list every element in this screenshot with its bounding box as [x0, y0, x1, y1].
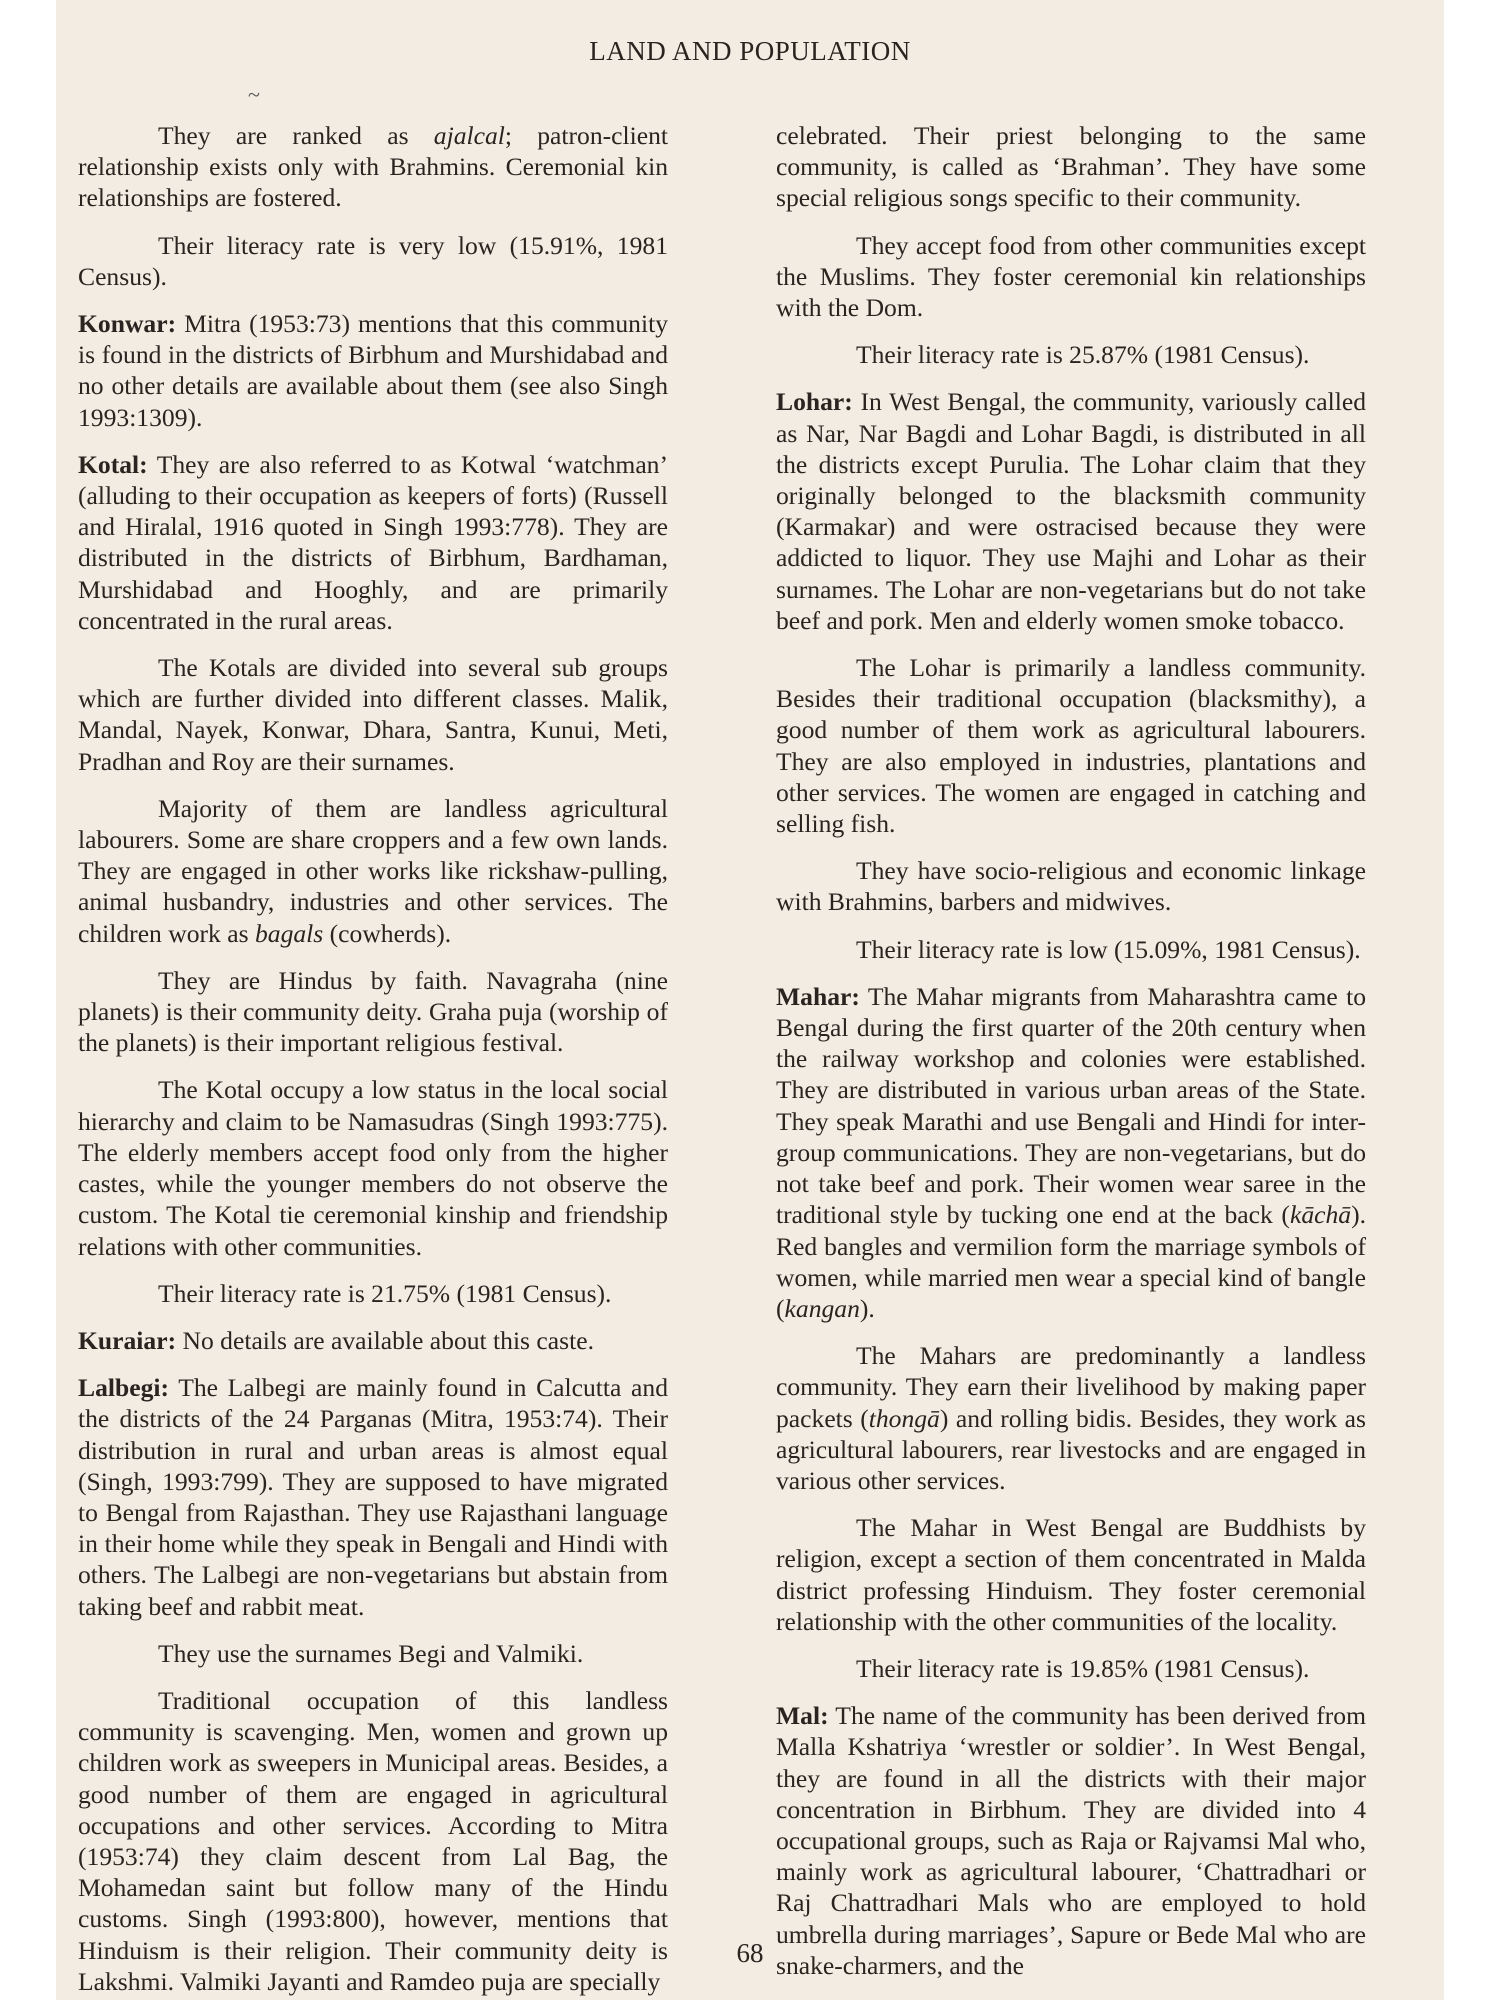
paragraph: The Mahar in West Bengal are Buddhists by religion, except a section of them concentrated in Malda district professing Hinduism. They foster ceremonial relationship with the other communities of the locality. [776, 1513, 1366, 1636]
paragraph: The Lohar is primarily a landless community. Besides their traditional occupation (blacksmithy), a good number of them work as agricultural labourers. They are also employed in industries, plantations and other services. The women are engaged in catching and selling fish. [776, 653, 1366, 839]
paragraph: The Kotals are divided into several sub groups which are further divided into different classes. Malik, Mandal, Nayek, Konwar, Dhara, Santra, Kunui, Meti, Pradhan and Roy are their surnames. [78, 653, 668, 776]
paragraph: Their literacy rate is very low (15.91%, 1981 Census). [78, 230, 668, 291]
pencil-mark: ~ [248, 82, 260, 107]
paragraph: Majority of them are landless agricultural labourers. Some are share croppers and a few own lands. They are engaged in other works like rickshaw-pulling, animal husbandry, industries and other services. The children work as bagals (cowherds). [78, 793, 668, 948]
entry-term: Lohar: [776, 387, 853, 417]
entry-term: Mal: [776, 1701, 829, 1731]
entry-kuraiar: Kuraiar: No details are available about this caste. [78, 1325, 594, 1355]
entry-lalbegi: Lalbegi: The Lalbegi are mainly found in Calcutta and the districts of the 24 Parganas (Mitra, 1953:74). Their distribution in rural and urban areas is almost equal (Singh, 1993:799). They are supposed to have migrated to Bengal from Rajasthan. They use Rajasthani language in their home while they speak in Bengali and Hindi with others. The Lalbegi are non-vegetarians but abstain from taking beef and rabbit meat. [78, 1373, 668, 1621]
entry-lohar: Lohar: In West Bengal, the community, variously called as Nar, Nar Bagdi and Lohar Bagdi, is distributed in all the districts except Purulia. The Lohar claim that they originally belonged to the blacksmith community (Karmakar) and were ostracised because they were addicted to liquor. They use Majhi and Lohar as their surnames. The Lohar are non-vegetarians but do not take beef and pork. Men and elderly women smoke tobacco. [776, 387, 1366, 635]
paragraph: Their literacy rate is 19.85% (1981 Census). [856, 1653, 1310, 1683]
paragraph: Their literacy rate is 25.87% (1981 Census). [856, 340, 1310, 370]
paragraph: They accept food from other communities except the Muslims. They foster ceremonial kin relationships with the Dom. [776, 230, 1366, 323]
paragraph: Their literacy rate is 21.75% (1981 Census). [158, 1278, 612, 1308]
left-column [78, 120, 668, 2013]
running-header: LAND AND POPULATION [589, 36, 911, 66]
paragraph: They are ranked as ajalcal; patron-client relationship exists only with Brahmins. Ceremonial kin relationships are fostered. [78, 121, 668, 213]
paragraph: celebrated. Their priest belonging to the same community, is called as ‘Brahman’. They have some special religious songs specific to their community. [776, 121, 1366, 213]
paragraph: Their literacy rate is low (15.09%, 1981 Census). [856, 934, 1361, 964]
entry-term: Kuraiar: [78, 1325, 177, 1355]
entry-mal: Mal: The name of the community has been derived from Malla Kshatriya ‘wrestler or soldier’. In West Bengal, they are found in all the districts with their major concentration in Birbhum. They are divided into 4 occupational groups, such as Raja or Rajvamsi Mal who, mainly work as agricultural labourer, ‘Chattradhari or Raj Chattradhari Mals who are employed to hold umbrella during marriages’, Sapure or Bede Mal who are snake-charmers, and the [776, 1701, 1366, 1980]
entry-term: Lalbegi: [78, 1373, 170, 1403]
paragraph: They use the surnames Begi and Valmiki. [158, 1638, 584, 1668]
paragraph: The Kotal occupy a low status in the local social hierarchy and claim to be Namasudras (Singh 1993:775). The elderly members accept food only from the higher castes, while the younger members do not observe the custom. The Kotal tie ceremonial kinship and friendship relations with other communities. [78, 1075, 668, 1261]
page-number: 68 [736, 1938, 764, 1968]
book-page [56, 0, 1444, 2000]
right-column [776, 120, 1366, 1997]
entry-term: Kotal: [78, 449, 148, 479]
entry-mahar: Mahar: The Mahar migrants from Maharashtra came to Bengal during the first quarter of the 20th century when the railway workshop and colonies were established. They are distributed in various urban areas of the State. They speak Marathi and use Bengali and Hindi for inter-group communications. They are non-vegetarians, but do not take beef and pork. Their women wear saree in the traditional style by tucking one end at the back (kāchā). Red bangles and vermilion form the marriage symbols of women, while married men wear a special kind of bangle (kangan). [776, 981, 1366, 1323]
paragraph: The Mahars are predominantly a landless community. They earn their livelihood by making paper packets (thongā) and rolling bidis. Besides, they work as agricultural labourers, rear livestocks and are engaged in various other services. [776, 1341, 1366, 1495]
entry-term: Konwar: [78, 309, 177, 339]
paragraph: Traditional occupation of this landless community is scavenging. Men, women and grown up children work as sweepers in Municipal areas. Besides, a good number of them are engaged in agricultural occupations and other services. According to Mitra (1953:74) they claim descent from Lal Bag, the Mohamedan saint but follow many of the Hindu customs. Singh (1993:800), however, mentions that Hinduism is their religion. Their community deity is Lakshmi. Valmiki Jayanti and Ramdeo puja are specially [78, 1685, 668, 1996]
entry-kotal: Kotal: They are also referred to as Kotwal ‘watchman’ (alluding to their occupation as keepers of forts) (Russell and Hiralal, 1916 quoted in Singh 1993:778). They are distributed in the districts of Birbhum, Bardhaman, Murshidabad and Hooghly, and are primarily concentrated in the rural areas. [78, 449, 668, 635]
entry-term: Mahar: [776, 981, 860, 1011]
paragraph: They are Hindus by faith. Navagraha (nine planets) is their community deity. Graha puja (worship of the planets) is their important religious festival. [78, 965, 668, 1058]
entry-konwar: Konwar: Mitra (1953:73) mentions that this community is found in the districts of Birbhum and Murshidabad and no other details are available about them (see also Singh 1993:1309). [78, 309, 668, 432]
paragraph: They have socio-religious and economic linkage with Brahmins, barbers and midwives. [776, 856, 1366, 917]
